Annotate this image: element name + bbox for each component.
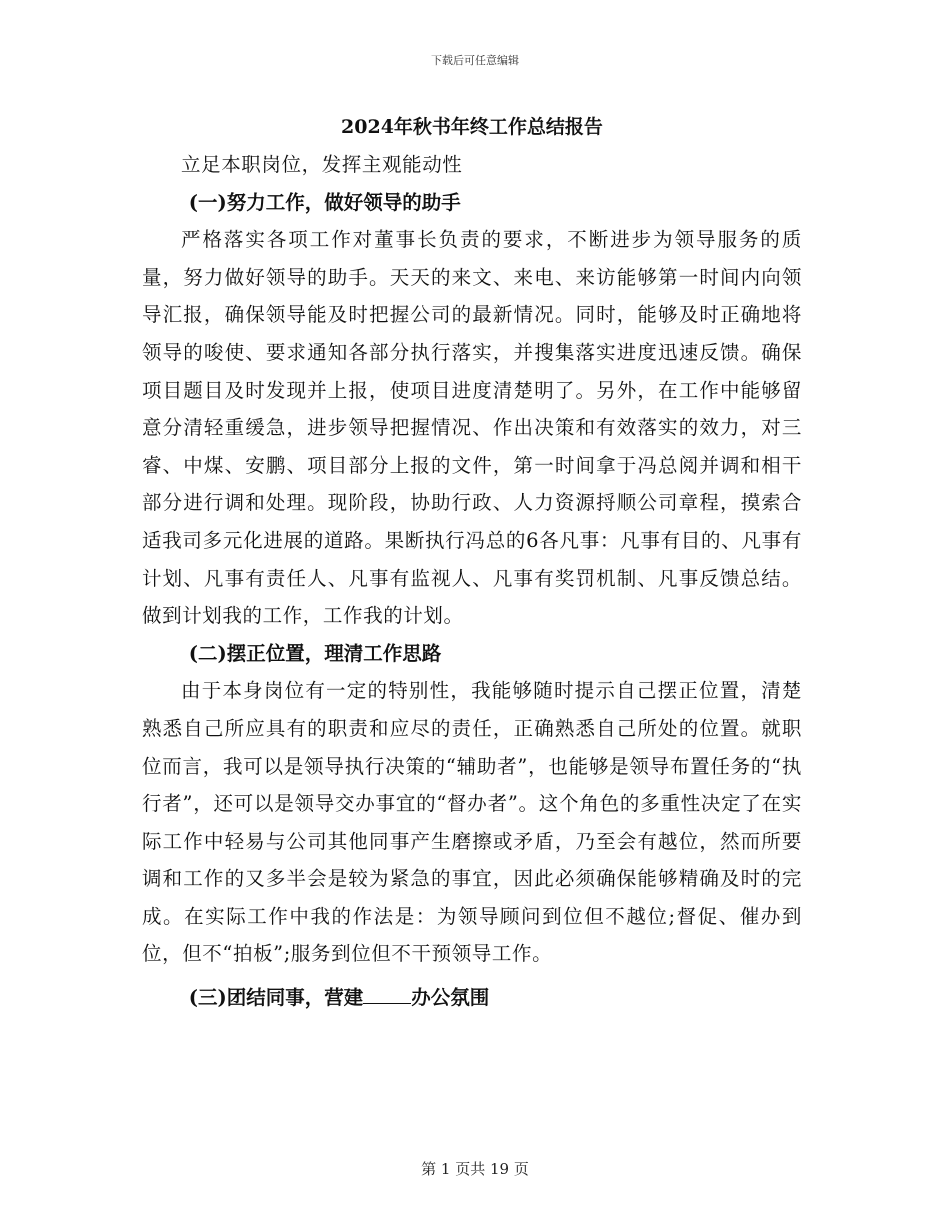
intro-paragraph: 立足本职岗位，发挥主观能动性 [181,153,463,176]
header-note: 下载后可任意编辑 [431,54,519,67]
section-1-heading: (一)努力工作，做好领导的助手 [188,190,461,214]
section-1-body: 严格落实各项工作对董事长负责的要求，不断进步为领导服务的质量，努力做好领导的助手。天天的来文、来电、来访能够第一时间内向领导汇报，确保领导能及时把握公司的最新情况。同时，能够及时正确地将领导的唆使、要求通知各部分执行落实，并搜集落实进度迅速反馈。确保项目题目及时发现并上报，使项目进度清楚明了。另外，在工作中能够留意分清轻重缓急，进步领导把握情况、作出决策和有效落实的效力，对三睿、中煤、安鹏、项目部分上报的文件，第一时间拿于冯总阅并调和相干部分进行调和处理。现阶段，协助行政、人力资源捋顺公司章程，摸索合适我司多元化进展的道路。果断执行冯总的6各凡事：凡事有目的、凡事有计划、凡事有责任人、凡事有监视人、凡事有奖罚机制、凡事反馈总结。做到计划我的工作，工作我的计划。 [142,228,802,628]
document-title: 2024年秋书年终工作总结报告 [341,116,603,138]
section-3-heading [142,979,802,1017]
section-2-heading: (二)摆正位置，理清工作思路 [188,641,442,665]
fill-in-blank [363,985,411,1004]
page-footer: 第 1 页共 19 页 [421,1160,529,1178]
section-3-heading-suffix: 办公氛围 [411,986,490,1010]
section-2-body: 由于本身岗位有一定的特别性，我能够随时提示自己摆正位置，清楚熟悉自己所应具有的职责和应尽的责任，正确熟悉自己所处的位置。就职位而言，我可以是领导执行决策的“辅助者”，也能够是领导布置任务的“执行者”，还可以是领导交办事宜的“督办者”。这个角色的多重性决定了在实际工作中轻易与公司其他同事产生磨擦或矛盾，乃至会有越位，然而所要调和工作的又多半会是较为紧急的事宜，因此必须确保能够精确及时的完成。在实际工作中我的作法是：为领导顾问到位但不越位;督促、催办到位，但不“拍板”;服务到位但不干预领导工作。 [142,679,802,966]
document-body [142,112,802,1017]
section-3-heading-prefix: (三)团结同事，营建 [188,986,364,1010]
